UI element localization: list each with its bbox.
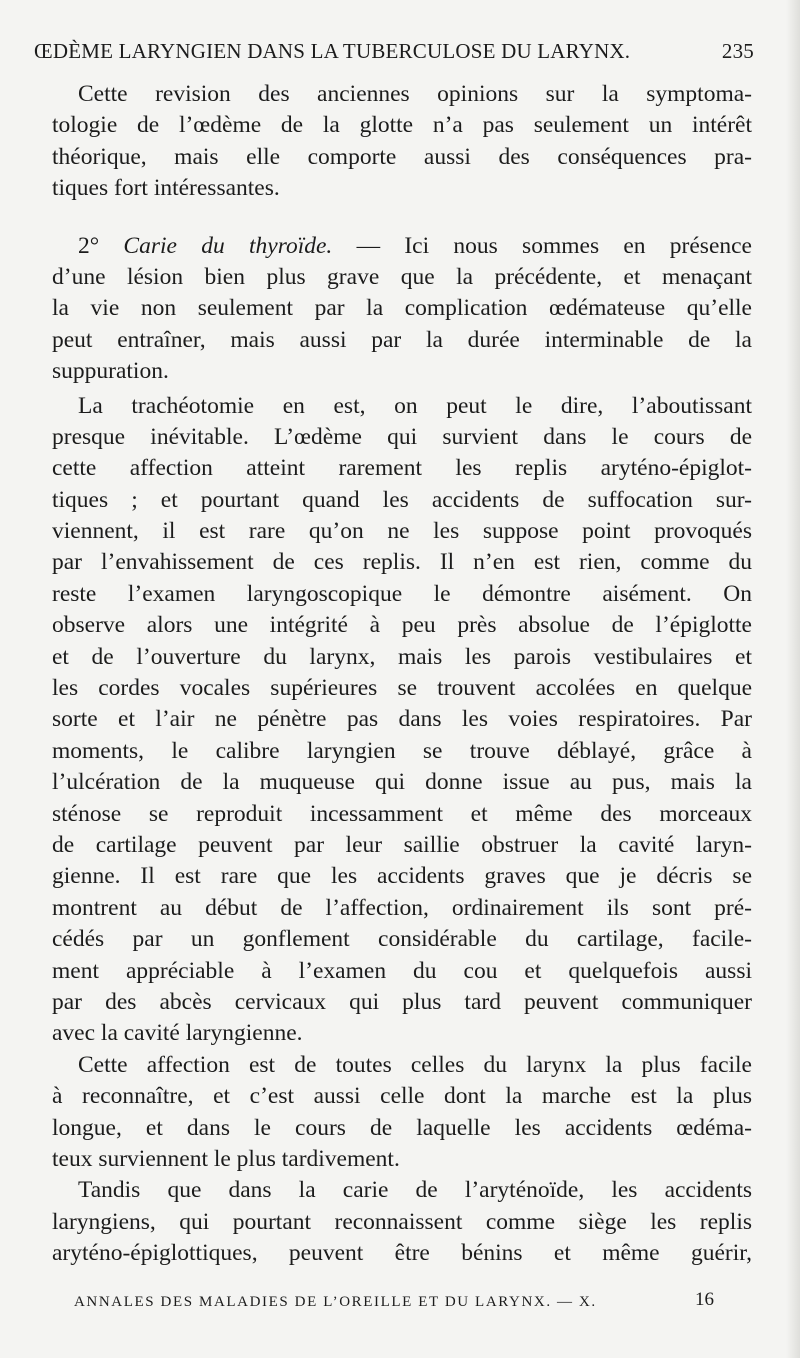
journal-footer-text: ANNALES DES MALADIES DE L’OREILLE ET DU LARYNX. — X. — [74, 1294, 597, 1310]
body-text — [52, 79, 752, 1269]
text-line: tologie de l’œdème de la glotte n’a pas seulement un intérêt — [52, 112, 752, 139]
text-line: peut entraîner, mais aussi par la durée interminable de la — [52, 326, 752, 353]
text-line: teux surviennent le plus tardivement. — [52, 1145, 400, 1172]
text-line: la vie non seulement par la complication œdémateuse qu’elle — [52, 295, 752, 322]
text-line: les cordes vocales supérieures se trouvent accolées en quelque — [52, 675, 752, 702]
text-line: reste l’examen laryngoscopique le démontre aisément. On — [52, 580, 752, 607]
text-line: viennent, il est rare qu’on ne les suppose point provoqués — [52, 518, 752, 545]
heading-dash: — — [356, 232, 381, 259]
section-number: 2° — [78, 232, 100, 259]
text-line: l’ulcération de la muqueuse qui donne issue au pus, mais la — [52, 769, 752, 796]
text-line: Cette affection est de toutes celles du larynx la plus facile — [78, 1051, 752, 1078]
text-line: suppuration. — [52, 358, 169, 385]
text-line: sorte et l’air ne pénètre pas dans les voies respiratoires. Par — [52, 706, 752, 733]
text-line: longue, et dans le cours de laquelle les accidents œdéma- — [52, 1114, 752, 1141]
running-title: ŒDÈME LARYNGIEN DANS LA TUBERCULOSE DU LARYNX. — [34, 39, 631, 63]
text-line: Tandis que dans la carie de l’aryténoïde, les accidents — [78, 1177, 752, 1204]
section-heading-line — [52, 231, 752, 262]
text-line: d’une lésion bien plus grave que la précédente, et menaçant — [52, 263, 752, 290]
section-heading: Carie du thyroïde. — [123, 232, 333, 259]
text-line: aryténo-épiglottiques, peuvent être bénins et même guérir, — [52, 1240, 752, 1267]
text-line: gienne. Il est rare que les accidents graves que je décris se — [52, 863, 752, 890]
heading-line-text: Ici nous sommes en présence — [404, 232, 752, 259]
text-line: avec la cavité laryngienne. — [52, 1020, 303, 1047]
text-line: ment appréciable à l’examen du cou et quelquefois aussi — [52, 957, 752, 984]
text-line: sténose se reproduit incessamment et même des morceaux — [52, 800, 752, 827]
text-line: cette affection atteint rarement les replis aryténo-épiglot- — [52, 455, 752, 482]
signature-mark: 16 — [695, 1289, 714, 1310]
text-line: moments, le calibre laryngien se trouve déblayé, grâce à — [52, 737, 752, 764]
text-line: La trachéotomie en est, on peut le dire, l’aboutissant — [78, 392, 752, 419]
text-line: par des abcès cervicaux qui plus tard peuvent communiquer — [52, 988, 752, 1015]
text-line: presque inévitable. L’œdème qui survient dans le cours de — [52, 423, 752, 450]
text-line: observe alors une intégrité à peu près absolue de l’épiglotte — [52, 612, 752, 639]
text-line: laryngiens, qui pourtant reconnaissent comme siège les replis — [52, 1208, 752, 1235]
section-gap — [52, 205, 752, 231]
text-line: cédés par un gonflement considérable du cartilage, facile- — [52, 926, 752, 953]
scan-edge-shadow — [786, 0, 800, 1358]
text-line: montrent au début de l’affection, ordinairement ils sont pré- — [52, 894, 752, 921]
page-number: 235 — [721, 39, 754, 63]
text-line: tiques ; et pourtant quand les accidents de suffocation sur- — [52, 486, 752, 513]
text-line: tiques fort intéressantes. — [52, 175, 280, 202]
text-line: Cette revision des anciennes opinions sur la symptoma- — [78, 81, 752, 107]
text-line: et de l’ouverture du larynx, mais les parois vestibulaires et — [52, 643, 752, 670]
text-line: par l’envahissement de ces replis. Il n’en est rien, comme du — [52, 549, 752, 576]
text-line: théorique, mais elle comporte aussi des conséquences pra- — [52, 143, 752, 170]
text-line: à reconnaître, et c’est aussi celle dont la marche est la plus — [52, 1083, 752, 1110]
text-line: de cartilage peuvent par leur saillie obstruer la cavité laryn- — [52, 831, 752, 858]
